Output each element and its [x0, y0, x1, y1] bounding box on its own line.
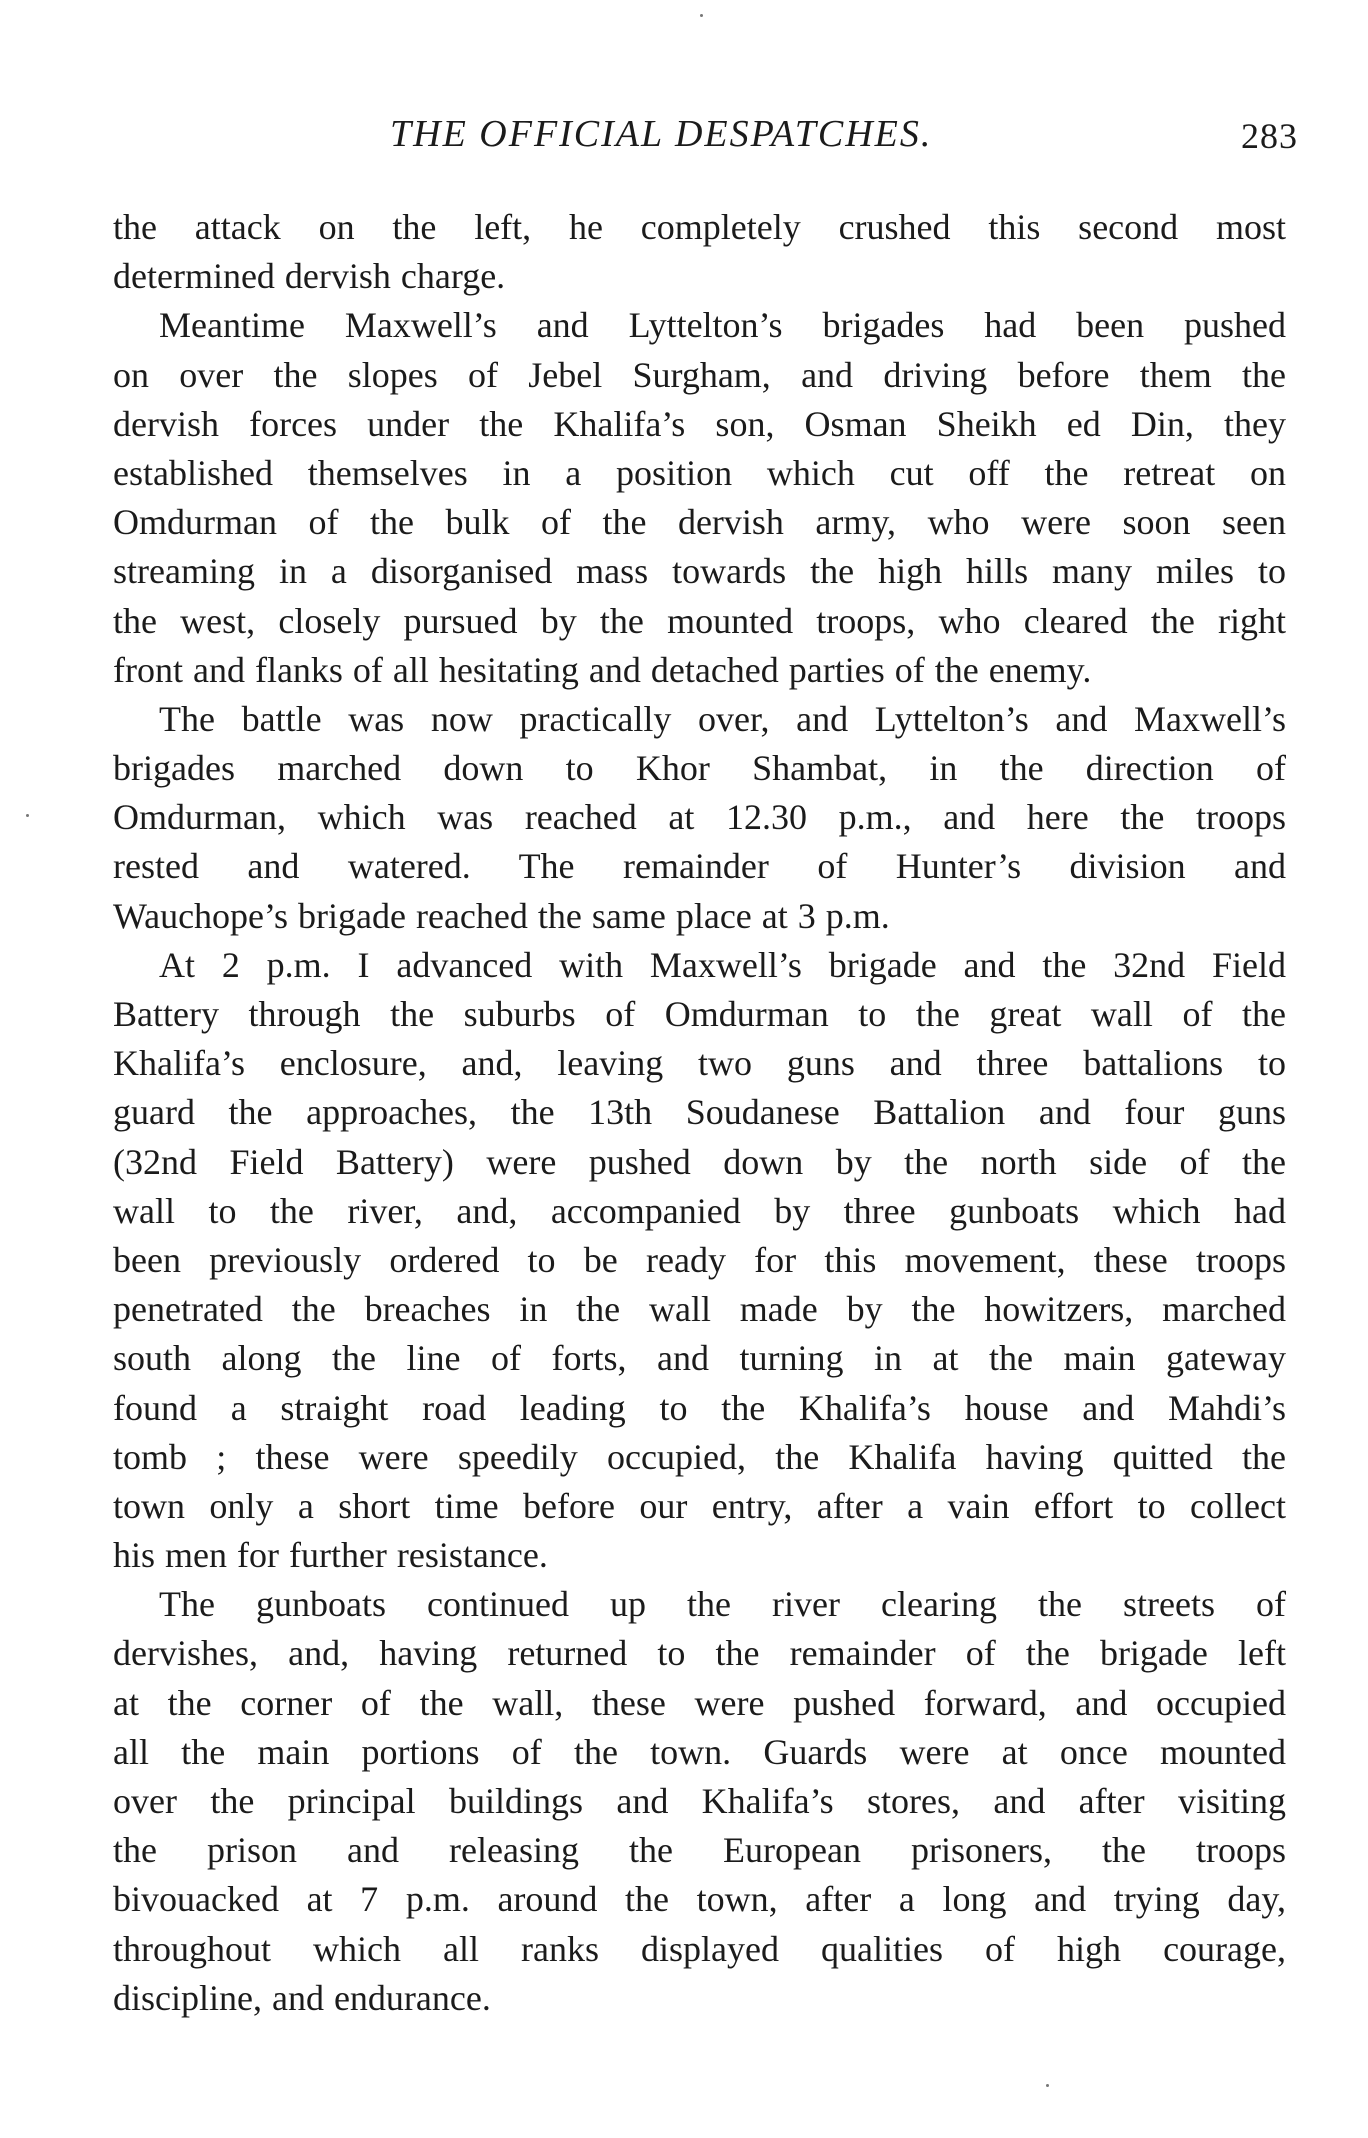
text-line: guard the approaches, the 13th Soudanese Battalion and four guns [113, 1092, 1286, 1133]
text-line: penetrated the breaches in the wall made by the howitzers, marched [113, 1289, 1286, 1330]
text-line: his men for further resistance. [113, 1535, 548, 1576]
despatch-text [113, 203, 1286, 2023]
text-line: tomb ; these were speedily occupied, the Khalifa having quitted the [113, 1436, 1286, 1477]
text-line: (32nd Field Battery) were pushed down by the north side of the [113, 1141, 1286, 1182]
text-line: on over the slopes of Jebel Surgham, and driving before them the [113, 354, 1286, 395]
text-line: The gunboats continued up the river clearing the streets of [159, 1584, 1286, 1625]
text-line: at the corner of the wall, these were pushed forward, and occupied [113, 1682, 1286, 1723]
paper-speck [700, 14, 703, 17]
text-line: Khalifa’s enclosure, and, leaving two guns and three battalions to [113, 1043, 1286, 1084]
text-line: streaming in a disorganised mass towards the high hills many miles to [113, 551, 1286, 592]
text-line: the west, closely pursued by the mounted troops, who cleared the right [113, 600, 1286, 641]
text-line: town only a short time before our entry, after a vain effort to collect [113, 1485, 1286, 1526]
text-line: Meantime Maxwell’s and Lyttelton’s brigades had been pushed [159, 305, 1286, 346]
paper-speck [26, 814, 29, 817]
text-line: Omdurman of the bulk of the dervish army, who were soon seen [113, 502, 1286, 543]
text-line: Omdurman, which was reached at 12.30 p.m., and here the troops [113, 797, 1286, 838]
text-line: discipline, and endurance. [113, 1977, 491, 2018]
running-header [0, 110, 1368, 170]
text-line: Battery through the suburbs of Omdurman to the great wall of the [113, 994, 1286, 1034]
running-title: THE OFFICIAL DESPATCHES. [390, 113, 933, 155]
text-line: front and flanks of all hesitating and detached parties of the enemy. [113, 649, 1092, 690]
text-line: rested and watered. The remainder of Hunter’s division and [113, 846, 1286, 887]
text-line: bivouacked at 7 p.m. around the town, after a long and trying day, [113, 1879, 1286, 1920]
text-line: wall to the river, and, accompanied by three gunboats which had [113, 1190, 1286, 1231]
text-line: the attack on the left, he completely crushed this second most [113, 207, 1286, 247]
paper-speck [1046, 2084, 1049, 2087]
text-line: been previously ordered to be ready for this movement, these troops [113, 1239, 1286, 1280]
text-line: The battle was now practically over, and Lyttelton’s and Maxwell’s [159, 698, 1286, 739]
text-line: over the principal buildings and Khalifa’s stores, and after visiting [113, 1781, 1286, 1821]
text-line: the prison and releasing the European prisoners, the troops [113, 1830, 1286, 1871]
text-line: all the main portions of the town. Guards were at once mounted [113, 1731, 1286, 1772]
text-line: dervishes, and, having returned to the remainder of the brigade left [113, 1633, 1286, 1674]
text-line: Wauchope’s brigade reached the same place at 3 p.m. [113, 895, 890, 936]
text-line: established themselves in a position which cut off the retreat on [113, 452, 1286, 493]
text-line: brigades marched down to Khor Shambat, in the direction of [113, 748, 1286, 789]
text-line: throughout which all ranks displayed qualities of high courage, [113, 1928, 1286, 1969]
text-line: dervish forces under the Khalifa’s son, Osman Sheikh ed Din, they [113, 403, 1286, 444]
text-line: found a straight road leading to the Khalifa’s house and Mahdi’s [113, 1387, 1286, 1428]
text-line: determined dervish charge. [113, 256, 506, 297]
text-line: At 2 p.m. I advanced with Maxwell’s brigade and the 32nd Field [159, 944, 1286, 985]
text-line: south along the line of forts, and turning in at the main gateway [113, 1338, 1286, 1379]
page-number: 283 [1241, 116, 1298, 156]
